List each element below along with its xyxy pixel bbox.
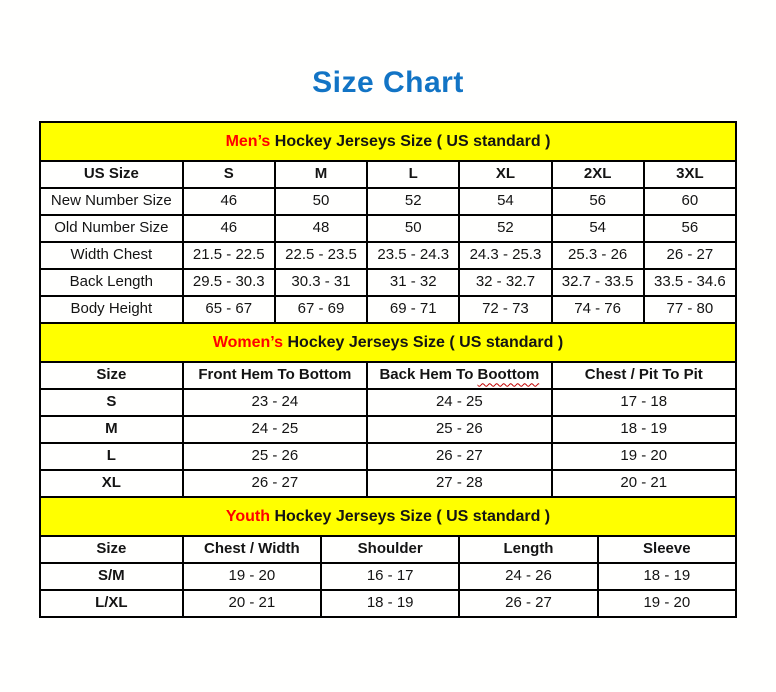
womens-cell: 24 - 25 [367,389,551,416]
youth-section-header-row [40,497,736,536]
youth-title-rest: Hockey Jerseys Size ( US standard ) [270,507,551,525]
womens-row-label: XL [40,470,183,497]
mens-cell: 54 [552,215,644,242]
mens-cell: 52 [459,215,551,242]
youth-section-title [40,497,736,536]
womens-cell: 26 - 27 [183,470,367,497]
womens-cell: 25 - 26 [367,416,551,443]
youth-size-table [39,496,737,618]
youth-cell: 16 - 17 [321,563,459,590]
youth-col-header: Chest / Width [183,536,321,563]
mens-col-header: M [275,161,367,188]
womens-cell: 17 - 18 [552,389,736,416]
table-row [40,242,736,269]
youth-cell: 18 - 19 [598,563,736,590]
mens-cell: 56 [644,215,736,242]
table-row [40,389,736,416]
womens-cell: 25 - 26 [183,443,367,470]
youth-columns-row [40,536,736,563]
womens-cell: 23 - 24 [183,389,367,416]
mens-col-header: S [183,161,275,188]
mens-col-header: 2XL [552,161,644,188]
womens-col-header-back-hem [367,362,551,389]
mens-row-label: Width Chest [40,242,183,269]
mens-cell: 50 [367,215,459,242]
youth-col-header: Length [459,536,597,563]
womens-columns-row [40,362,736,389]
mens-cell: 72 - 73 [459,296,551,323]
womens-title-accent: Women’s [212,333,284,351]
womens-row-label: M [40,416,183,443]
mens-cell: 48 [275,215,367,242]
mens-cell: 26 - 27 [644,242,736,269]
mens-cell: 46 [183,215,275,242]
youth-cell: 18 - 19 [321,590,459,617]
youth-col-header: Shoulder [321,536,459,563]
womens-col-header: Chest / Pit To Pit [552,362,736,389]
mens-cell: 60 [644,188,736,215]
youth-cell: 19 - 20 [598,590,736,617]
back-hem-label-prefix: Back Hem To [379,366,478,384]
womens-cell: 19 - 20 [552,443,736,470]
womens-title-rest: Hockey Jerseys Size ( US standard ) [283,333,564,351]
youth-row-label: S/M [40,563,183,590]
womens-cell: 24 - 25 [183,416,367,443]
womens-cell: 20 - 21 [552,470,736,497]
mens-title-accent: Men’s [225,132,271,150]
womens-cell: 18 - 19 [552,416,736,443]
back-hem-misspelled-word: Boottom [477,366,540,384]
womens-section-title [40,323,736,362]
youth-cell: 20 - 21 [183,590,321,617]
table-row [40,215,736,242]
mens-col-header: US Size [40,161,183,188]
mens-cell: 46 [183,188,275,215]
mens-col-header: L [367,161,459,188]
mens-cell: 65 - 67 [183,296,275,323]
table-row [40,590,736,617]
youth-title-accent: Youth [225,507,270,525]
mens-row-label: Old Number Size [40,215,183,242]
mens-cell: 21.5 - 22.5 [183,242,275,269]
mens-title-rest: Hockey Jerseys Size ( US standard ) [270,132,551,150]
table-row [40,470,736,497]
womens-section-header-row [40,323,736,362]
mens-section-header-row [40,122,736,161]
mens-cell: 74 - 76 [552,296,644,323]
mens-cell: 30.3 - 31 [275,269,367,296]
mens-cell: 22.5 - 23.5 [275,242,367,269]
youth-cell: 26 - 27 [459,590,597,617]
mens-cell: 32.7 - 33.5 [552,269,644,296]
mens-section-title [40,122,736,161]
mens-cell: 32 - 32.7 [459,269,551,296]
mens-cell: 23.5 - 24.3 [367,242,459,269]
youth-cell: 24 - 26 [459,563,597,590]
table-row [40,296,736,323]
womens-cell: 26 - 27 [367,443,551,470]
table-row [40,188,736,215]
mens-row-label: Body Height [40,296,183,323]
mens-cell: 25.3 - 26 [552,242,644,269]
youth-cell: 19 - 20 [183,563,321,590]
womens-col-header: Front Hem To Bottom [183,362,367,389]
table-row [40,563,736,590]
mens-size-table [39,121,737,324]
mens-cell: 31 - 32 [367,269,459,296]
mens-cell: 77 - 80 [644,296,736,323]
table-row [40,443,736,470]
mens-cell: 33.5 - 34.6 [644,269,736,296]
table-row [40,269,736,296]
mens-cell: 50 [275,188,367,215]
womens-cell: 27 - 28 [367,470,551,497]
youth-col-header: Sleeve [598,536,736,563]
youth-col-header: Size [40,536,183,563]
mens-col-header: XL [459,161,551,188]
womens-col-header: Size [40,362,183,389]
mens-columns-row [40,161,736,188]
mens-cell: 24.3 - 25.3 [459,242,551,269]
mens-cell: 52 [367,188,459,215]
youth-row-label: L/XL [40,590,183,617]
mens-row-label: Back Length [40,269,183,296]
table-row [40,416,736,443]
mens-cell: 54 [459,188,551,215]
mens-cell: 56 [552,188,644,215]
mens-cell: 67 - 69 [275,296,367,323]
size-chart-tables [39,121,737,618]
mens-col-header: 3XL [644,161,736,188]
womens-row-label: S [40,389,183,416]
page-title: Size Chart [312,66,464,99]
mens-row-label: New Number Size [40,188,183,215]
womens-row-label: L [40,443,183,470]
mens-cell: 29.5 - 30.3 [183,269,275,296]
mens-cell: 69 - 71 [367,296,459,323]
womens-size-table [39,322,737,498]
